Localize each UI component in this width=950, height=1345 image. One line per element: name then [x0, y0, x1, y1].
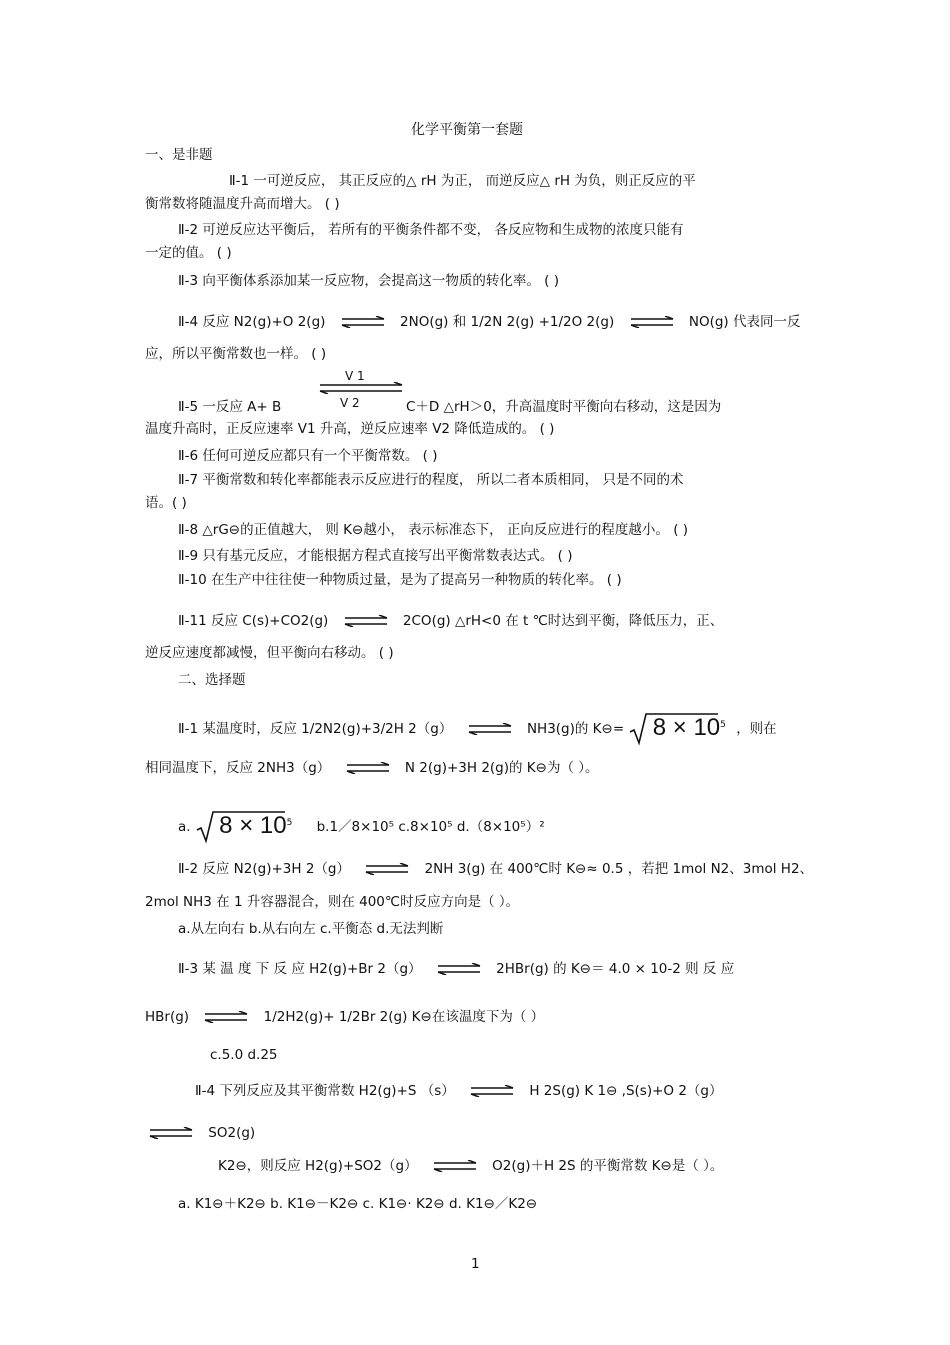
- equilibrium-arrows-icon: [345, 762, 391, 774]
- mc-q3-part2: 2HBr(g) 的 K⊖＝ 4.0 × 10-2 则 反 应: [496, 961, 735, 977]
- tf-q4-part3: NO(g) 代表同一反: [688, 314, 801, 330]
- mc-q1-options-rest: b.1／8×10⁵ c.8×10⁵ d.（8×10⁵）²: [316, 819, 545, 835]
- tf-q7-line1: Ⅱ-7 平衡常数和转化率都能表示反应进行的程度， 所以二者本质相同， 只是不同的术: [178, 472, 684, 488]
- tf-q4-line1: [178, 313, 800, 331]
- tf-q5-line2: 温度升高时，正反应速率 V1 升高，逆反应速率 V2 降低造成的。 ( ): [145, 421, 555, 437]
- mc-q3-line1: [178, 960, 734, 978]
- tf-q9: Ⅱ-9 只有基元反应，才能根据方程式直接写出平衡常数表达式。 ( ): [178, 548, 573, 564]
- tf-q4-part1: Ⅱ-4 反应 N2(g)+O 2(g): [178, 314, 326, 330]
- equilibrium-arrows-icon: [629, 316, 675, 328]
- tf-q4-part2: 2NO(g) 和 1/2N 2(g) +1/2O 2(g): [400, 314, 615, 330]
- tf-q5-part1: Ⅱ-5 一反应 A+ B: [178, 399, 282, 415]
- mc-q1-part3: ，则在: [736, 721, 777, 737]
- radicand-exponent: 5: [286, 818, 293, 828]
- mc-q2-options: a.从左向右 b.从右向左 c.平衡态 d.无法判断: [178, 921, 444, 937]
- mc-q2-part2: 2NH 3(g) 在 400℃时 K⊖≈ 0.5 ，若把 1mol N2、3mol H2、: [424, 861, 814, 877]
- mc-q4-line3-part1: K2⊖，则反应 H2(g)+SO2（g）: [218, 1158, 418, 1174]
- mc-q2-part1: Ⅱ-2 反应 N2(g)+3H 2（g）: [178, 861, 350, 877]
- tf-q11-line1: [178, 612, 723, 630]
- mc-q4-line3-part2: O2(g)＋H 2S 的平衡常数 K⊖是（ ）。: [492, 1158, 724, 1174]
- radicand: 8 × 10: [219, 812, 287, 839]
- equilibrium-arrows-icon: [432, 1160, 478, 1172]
- page-title: 化学平衡第一套题: [411, 122, 523, 138]
- mc-q3-line2-part1: HBr(g): [145, 1009, 190, 1025]
- equilibrium-arrows-icon: [469, 1085, 515, 1097]
- tf-q10: Ⅱ-10 在生产中往往使一种物质过量，是为了提高另一种物质的转化率。 ( ): [178, 572, 622, 588]
- mc-q3-line2-part2: 1/2H2(g)+ 1/2Br 2(g) K⊖在该温度下为（ ）: [263, 1009, 545, 1025]
- mc-q2-line2: 2mol NH3 在 1 升容器混合，则在 400℃时反应方向是（ ）。: [145, 894, 520, 910]
- tf-q1-line2: 衡常数将随温度升高而增大。 ( ): [145, 196, 340, 212]
- mc-q4-part2: H 2S(g) K 1⊖ ,S(s)+O 2（g）: [529, 1083, 723, 1099]
- tf-q11-line2: 逆反应速度都减慢，但平衡向右移动。 ( ): [145, 645, 394, 661]
- mc-q4-line3: [218, 1157, 723, 1175]
- page-number: 1: [471, 1256, 480, 1272]
- tf-q7-line2: 语。( ): [145, 495, 187, 511]
- mc-q3-part1: Ⅱ-3 某 温 度 下 反 应 H2(g)+Br 2（g）: [178, 961, 422, 977]
- mc-q1-options: [178, 806, 597, 844]
- tf-q5-v1-label: V 1: [345, 369, 365, 383]
- mc-q4-line1: [195, 1082, 723, 1100]
- mc-q1-part2: NH3(g)的 K⊖=: [526, 721, 625, 737]
- equilibrium-arrows-icon: [203, 1011, 249, 1023]
- equilibrium-arrows-icon: [343, 615, 389, 627]
- mc-q3-options: c.5.0 d.25: [210, 1047, 278, 1063]
- tf-q5-v2-label: V 2: [340, 396, 360, 410]
- equilibrium-arrows-icon: [318, 382, 404, 394]
- mc-q3-line2: [145, 1008, 544, 1026]
- mc-q1-line2-part2: N 2(g)+3H 2(g)的 K⊖为（ ）。: [404, 760, 599, 776]
- mc-q2-line1: [178, 860, 813, 878]
- radicand: 8 × 10: [652, 714, 721, 741]
- mc-q1-part1: Ⅱ-1 某温度时，反应 1/2N2(g)+3/2H 2（g）: [178, 721, 453, 737]
- radicand-exponent: 5: [720, 720, 726, 730]
- tf-q6: Ⅱ-6 任何可逆反应都只有一个平衡常数。 ( ): [178, 448, 438, 464]
- mc-q4-options: a. K1⊖＋K2⊖ b. K1⊖－K2⊖ c. K1⊖· K2⊖ d. K1⊖／K2⊖: [178, 1196, 538, 1212]
- mc-q1-line2-part1: 相同温度下，反应 2NH3（g）: [145, 760, 331, 776]
- tf-q2-line2: 一定的值。 ( ): [145, 245, 232, 261]
- mc-q4-part1: Ⅱ-4 下列反应及其平衡常数 H2(g)+S （s）: [195, 1083, 455, 1099]
- mc-q4-line2-text: SO2(g): [208, 1125, 256, 1141]
- mc-q1-line1: [178, 708, 843, 746]
- mc-q1-line2: [145, 759, 599, 777]
- section-heading-multiple-choice: 二、选择题: [178, 672, 246, 688]
- tf-q5-part2: C＋D △rH＞0，升高温度时平衡向右移动，这是因为: [406, 399, 722, 415]
- equilibrium-arrows-icon: [364, 863, 410, 875]
- option-a-label: a.: [178, 819, 191, 835]
- equilibrium-arrows-icon: [467, 723, 513, 735]
- mc-q4-line2: [148, 1124, 255, 1142]
- section-heading-true-false: 一、是非题: [145, 147, 213, 163]
- tf-q2-line1: Ⅱ-2 可逆反应达平衡后， 若所有的平衡条件都不变， 各反应物和生成物的浓度只能有: [178, 222, 684, 238]
- tf-q11-part1: Ⅱ-11 反应 C(s)+CO2(g): [178, 613, 329, 629]
- equilibrium-arrows-icon: [340, 316, 386, 328]
- tf-q4-line2: 应，所以平衡常数也一样。 ( ): [145, 346, 327, 362]
- tf-q1-line1: Ⅱ-1 一可逆反应， 其正反应的△ rH 为正， 而逆反应△ rH 为负，则正反应的平: [229, 173, 696, 189]
- tf-q11-part2: 2CO(g) △rH<0 在 t ℃时达到平衡，降低压力，正、: [402, 613, 724, 629]
- tf-q8: Ⅱ-8 △rG⊖的正值越大， 则 K⊖越小， 表示标准态下， 正向反应进行的程度越小。 ( ): [178, 522, 689, 538]
- tf-q3: Ⅱ-3 向平衡体系添加某一反应物，会提高这一物质的转化率。 ( ): [178, 273, 560, 289]
- equilibrium-arrows-icon: [436, 963, 482, 975]
- equilibrium-arrows-icon: [148, 1127, 194, 1139]
